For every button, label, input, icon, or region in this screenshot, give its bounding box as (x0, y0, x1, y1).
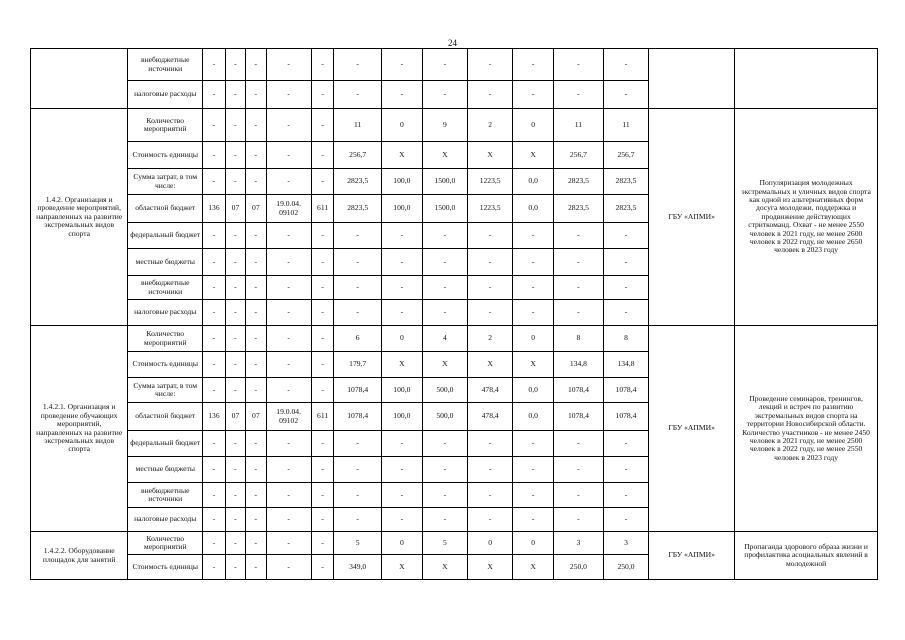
value-cell: - (603, 508, 648, 532)
expected-result-cell: Проведение семинаров, тренингов, лекций и встреч по развитию экстремальных видов спорта на территории Новосибирской области. Количество участников - не менее 2450 человек в 2021 году, не менее 2500 человек в 2022 году, не менее 2550 человек в 2023 году (735, 326, 878, 532)
indicator-label-cell: Сумма затрат, в том числе: (128, 378, 203, 403)
value-cell: - (381, 431, 422, 457)
budget-code-cell: - (311, 276, 334, 300)
executor-cell: ГБУ «АПМИ» (649, 109, 735, 326)
value-cell: - (468, 508, 513, 532)
value-cell: - (603, 223, 648, 249)
value-cell: 6 (334, 326, 382, 352)
value-cell: 349,0 (334, 555, 382, 580)
value-cell: 1500,0 (422, 195, 467, 223)
value-cell: - (334, 81, 382, 109)
value-cell: X (468, 352, 513, 378)
value-cell: 100,0 (381, 403, 422, 431)
value-cell: 0,0 (513, 378, 554, 403)
value-cell: 2823,5 (554, 195, 604, 223)
value-cell: - (513, 457, 554, 483)
value-cell: 9 (422, 109, 467, 142)
value-cell: - (554, 81, 604, 109)
value-cell: 478,4 (468, 403, 513, 431)
value-cell: - (468, 249, 513, 276)
indicator-label-cell: Количество мероприятий (128, 109, 203, 142)
value-cell: 1078,4 (334, 403, 382, 431)
value-cell: 2823,5 (603, 169, 648, 195)
budget-code-cell: 19.0.04. 09102 (266, 195, 311, 223)
budget-code-cell: - (203, 300, 226, 326)
indicator-label-cell: налоговые расходы (128, 300, 203, 326)
budget-code-cell: 07 (246, 403, 266, 431)
value-cell: 4 (422, 326, 467, 352)
value-cell: - (422, 223, 467, 249)
value-cell: 134,8 (603, 352, 648, 378)
value-cell: - (334, 300, 382, 326)
budget-code-cell: - (246, 169, 266, 195)
budget-code-cell: 136 (203, 403, 226, 431)
value-cell: 2 (468, 109, 513, 142)
budget-code-cell: - (203, 457, 226, 483)
value-cell: 500,0 (422, 378, 467, 403)
budget-code-cell: - (266, 81, 311, 109)
indicator-label-cell: областной бюджет (128, 195, 203, 223)
executor-cell (649, 49, 735, 109)
budget-code-cell: - (225, 508, 245, 532)
budget-code-cell: - (203, 249, 226, 276)
budget-code-cell: - (225, 249, 245, 276)
budget-code-cell: 611 (311, 195, 334, 223)
table-row (31, 532, 878, 555)
value-cell: - (334, 431, 382, 457)
value-cell: - (603, 49, 648, 81)
budget-code-cell: - (225, 142, 245, 169)
value-cell: 0,0 (513, 169, 554, 195)
budget-code-cell: - (246, 81, 266, 109)
indicator-label-cell: Стоимость единицы (128, 555, 203, 580)
budget-code-cell: 07 (225, 403, 245, 431)
value-cell: X (513, 352, 554, 378)
value-cell: - (422, 300, 467, 326)
value-cell: - (422, 276, 467, 300)
value-cell: 100,0 (381, 195, 422, 223)
value-cell: - (603, 300, 648, 326)
value-cell: 100,0 (381, 169, 422, 195)
budget-code-cell: - (311, 555, 334, 580)
executor-cell: ГБУ «АПМИ» (649, 326, 735, 532)
budget-code-cell: - (311, 169, 334, 195)
budget-code-cell: 07 (246, 195, 266, 223)
expected-result-cell: Популяризация молодежных экстремальных и уличных видов спорта как одной из альтернативных форм досуга молодежи, поддержка и продвижение действующих стриткоманд. Охват - не менее 2550 человек в 2021 году, не менее 2600 человек в 2022 году, не менее 2650 человек в 2023 году (735, 109, 878, 326)
value-cell: - (468, 431, 513, 457)
value-cell: - (513, 300, 554, 326)
value-cell: 0 (513, 326, 554, 352)
value-cell: X (422, 142, 467, 169)
value-cell: - (468, 483, 513, 508)
value-cell: - (334, 49, 382, 81)
budget-code-cell: - (203, 555, 226, 580)
value-cell: 478,4 (468, 378, 513, 403)
budget-code-cell: - (246, 109, 266, 142)
value-cell: - (513, 431, 554, 457)
value-cell: 134,8 (554, 352, 604, 378)
value-cell: - (422, 483, 467, 508)
value-cell: - (554, 457, 604, 483)
budget-code-cell: - (266, 457, 311, 483)
value-cell: - (381, 276, 422, 300)
value-cell: 0,0 (513, 195, 554, 223)
value-cell: - (381, 457, 422, 483)
value-cell: - (468, 276, 513, 300)
expected-result-cell: Пропаганда здорового образа жизни и профилактика асоциальных явлений в молодежной (735, 532, 878, 580)
value-cell: 0 (381, 532, 422, 555)
value-cell: - (468, 223, 513, 249)
budget-code-cell: - (246, 378, 266, 403)
value-cell: 1078,4 (603, 378, 648, 403)
budget-code-cell: - (266, 109, 311, 142)
value-cell: - (554, 431, 604, 457)
value-cell: - (554, 300, 604, 326)
value-cell: 1078,4 (334, 378, 382, 403)
value-cell: - (381, 249, 422, 276)
value-cell: - (513, 508, 554, 532)
indicator-label-cell: внебюджетные источники (128, 49, 203, 81)
value-cell: - (554, 276, 604, 300)
value-cell: - (422, 81, 467, 109)
budget-code-cell: - (311, 532, 334, 555)
indicator-label-cell: Сумма затрат, в том числе: (128, 169, 203, 195)
budget-code-cell: - (225, 49, 245, 81)
budget-code-cell: - (311, 431, 334, 457)
value-cell: 256,7 (334, 142, 382, 169)
budget-code-cell: - (203, 532, 226, 555)
budget-code-cell: - (311, 249, 334, 276)
value-cell: 3 (554, 532, 604, 555)
budget-code-cell: - (203, 142, 226, 169)
value-cell: 11 (334, 109, 382, 142)
budget-code-cell: - (266, 532, 311, 555)
budget-code-cell: - (225, 109, 245, 142)
value-cell: X (513, 555, 554, 580)
value-cell: - (381, 483, 422, 508)
value-cell: 11 (554, 109, 604, 142)
value-cell: X (422, 352, 467, 378)
value-cell: 0 (513, 532, 554, 555)
value-cell: - (334, 276, 382, 300)
value-cell: - (603, 457, 648, 483)
budget-code-cell: - (246, 223, 266, 249)
value-cell: - (334, 457, 382, 483)
value-cell: - (554, 508, 604, 532)
budget-code-cell: - (246, 249, 266, 276)
table-body (31, 49, 878, 580)
indicator-label-cell: местные бюджеты (128, 457, 203, 483)
budget-code-cell: - (225, 223, 245, 249)
value-cell: - (603, 81, 648, 109)
value-cell: - (603, 276, 648, 300)
budget-code-cell: - (311, 483, 334, 508)
value-cell: 8 (554, 326, 604, 352)
budget-code-cell: - (225, 378, 245, 403)
budget-code-cell: - (311, 352, 334, 378)
value-cell: 256,7 (554, 142, 604, 169)
value-cell: 1078,4 (554, 403, 604, 431)
budget-code-cell: 07 (225, 195, 245, 223)
value-cell: - (468, 300, 513, 326)
budget-code-cell: - (225, 532, 245, 555)
budget-code-cell: - (246, 300, 266, 326)
budget-code-cell: 136 (203, 195, 226, 223)
budget-code-cell: - (225, 457, 245, 483)
budget-code-cell: - (225, 169, 245, 195)
budget-code-cell: - (311, 109, 334, 142)
budget-code-cell: - (266, 276, 311, 300)
budget-code-cell: - (246, 483, 266, 508)
budget-code-cell: - (266, 378, 311, 403)
value-cell: - (422, 431, 467, 457)
budget-code-cell: - (266, 326, 311, 352)
value-cell: 250,0 (603, 555, 648, 580)
budget-code-cell: - (203, 352, 226, 378)
value-cell: - (381, 49, 422, 81)
budget-code-cell: - (225, 276, 245, 300)
indicator-label-cell: внебюджетные источники (128, 276, 203, 300)
program-table (30, 48, 878, 580)
budget-code-cell: - (266, 49, 311, 81)
budget-code-cell: - (246, 352, 266, 378)
budget-code-cell: - (311, 81, 334, 109)
table-row (31, 109, 878, 142)
budget-code-cell: - (246, 326, 266, 352)
value-cell: X (381, 555, 422, 580)
value-cell: X (468, 555, 513, 580)
indicator-label-cell: Количество мероприятий (128, 326, 203, 352)
value-cell: X (381, 142, 422, 169)
value-cell: X (513, 142, 554, 169)
budget-code-cell: - (266, 431, 311, 457)
budget-code-cell: - (225, 431, 245, 457)
value-cell: - (554, 249, 604, 276)
value-cell: 5 (422, 532, 467, 555)
value-cell: 3 (603, 532, 648, 555)
budget-code-cell: - (246, 532, 266, 555)
indicator-label-cell: внебюджетные источники (128, 483, 203, 508)
executor-cell: ГБУ «АПМИ» (649, 532, 735, 580)
indicator-label-cell: Количество мероприятий (128, 532, 203, 555)
budget-code-cell: - (203, 431, 226, 457)
budget-code-cell: - (266, 508, 311, 532)
budget-code-cell: - (311, 223, 334, 249)
budget-code-cell: - (225, 300, 245, 326)
value-cell: - (468, 457, 513, 483)
value-cell: 0 (381, 109, 422, 142)
budget-code-cell: - (203, 508, 226, 532)
value-cell: - (513, 49, 554, 81)
budget-code-cell: - (246, 555, 266, 580)
budget-code-cell: - (203, 326, 226, 352)
indicator-label-cell: Стоимость единицы (128, 352, 203, 378)
budget-code-cell: - (203, 276, 226, 300)
budget-code-cell: - (246, 431, 266, 457)
page-number: 24 (448, 38, 457, 48)
budget-code-cell: - (266, 483, 311, 508)
value-cell: 1078,4 (554, 378, 604, 403)
indicator-label-cell: местные бюджеты (128, 249, 203, 276)
value-cell: - (468, 81, 513, 109)
budget-code-cell: - (203, 109, 226, 142)
value-cell: 500,0 (422, 403, 467, 431)
value-cell: - (422, 249, 467, 276)
value-cell: 1078,4 (603, 403, 648, 431)
value-cell: - (554, 49, 604, 81)
value-cell: 1500,0 (422, 169, 467, 195)
budget-code-cell: - (246, 142, 266, 169)
value-cell: - (513, 81, 554, 109)
budget-code-cell: - (266, 142, 311, 169)
budget-code-cell: - (266, 249, 311, 276)
value-cell: 256,7 (603, 142, 648, 169)
budget-code-cell: - (203, 483, 226, 508)
value-cell: - (381, 508, 422, 532)
indicator-label-cell: федеральный бюджет (128, 431, 203, 457)
budget-code-cell: - (225, 555, 245, 580)
value-cell: - (334, 249, 382, 276)
budget-code-cell: - (311, 326, 334, 352)
value-cell: - (422, 508, 467, 532)
value-cell: - (334, 483, 382, 508)
budget-code-cell: - (266, 223, 311, 249)
value-cell: - (603, 249, 648, 276)
budget-code-cell: - (266, 555, 311, 580)
budget-code-cell: - (266, 300, 311, 326)
budget-code-cell: - (311, 300, 334, 326)
budget-code-cell: - (311, 49, 334, 81)
value-cell: - (381, 81, 422, 109)
value-cell: 2823,5 (603, 195, 648, 223)
value-cell: X (422, 555, 467, 580)
value-cell: 0 (381, 326, 422, 352)
budget-code-cell: - (225, 483, 245, 508)
value-cell: - (554, 483, 604, 508)
value-cell: - (468, 49, 513, 81)
value-cell: - (422, 49, 467, 81)
budget-code-cell: - (311, 508, 334, 532)
value-cell: - (334, 508, 382, 532)
value-cell: 250,0 (554, 555, 604, 580)
value-cell: - (513, 223, 554, 249)
value-cell: 100,0 (381, 378, 422, 403)
budget-code-cell: - (225, 326, 245, 352)
expected-result-cell (735, 49, 878, 109)
value-cell: 2 (468, 326, 513, 352)
value-cell: - (513, 249, 554, 276)
budget-code-cell: - (311, 457, 334, 483)
budget-code-cell: - (311, 142, 334, 169)
budget-code-cell: - (225, 352, 245, 378)
budget-code-cell: - (203, 81, 226, 109)
budget-code-cell: - (266, 169, 311, 195)
activity-name-cell: 1.4.2. Организация и проведение мероприятий, направленных на развитие экстремальных видов спорта (31, 109, 128, 326)
value-cell: - (381, 223, 422, 249)
indicator-label-cell: Стоимость единицы (128, 142, 203, 169)
indicator-label-cell: налоговые расходы (128, 81, 203, 109)
activity-name-cell: 1.4.2.2. Оборудование площадок для занятий (31, 532, 128, 580)
table-row (31, 49, 878, 81)
budget-code-cell: - (246, 508, 266, 532)
value-cell: X (468, 142, 513, 169)
indicator-label-cell: областной бюджет (128, 403, 203, 431)
value-cell: 1223,5 (468, 169, 513, 195)
value-cell: 0 (513, 109, 554, 142)
budget-code-cell: 611 (311, 403, 334, 431)
value-cell: - (554, 223, 604, 249)
value-cell: X (381, 352, 422, 378)
value-cell: 0 (468, 532, 513, 555)
value-cell: 8 (603, 326, 648, 352)
budget-code-cell: 19.0.04. 09102 (266, 403, 311, 431)
value-cell: 1223,5 (468, 195, 513, 223)
value-cell: - (513, 483, 554, 508)
budget-code-cell: - (311, 378, 334, 403)
budget-code-cell: - (246, 457, 266, 483)
value-cell: - (422, 457, 467, 483)
value-cell: 2823,5 (554, 169, 604, 195)
value-cell: 2823,5 (334, 195, 382, 223)
budget-code-cell: - (203, 378, 226, 403)
indicator-label-cell: налоговые расходы (128, 508, 203, 532)
activity-name-cell: 1.4.2.1. Организация и проведение обучающих мероприятий, направленных на развитие экстремальных видов спорта (31, 326, 128, 532)
value-cell: 11 (603, 109, 648, 142)
budget-code-cell: - (266, 352, 311, 378)
value-cell: - (603, 483, 648, 508)
value-cell: - (334, 223, 382, 249)
activity-name-cell (31, 49, 128, 109)
value-cell: 2823,5 (334, 169, 382, 195)
value-cell: - (603, 431, 648, 457)
budget-code-cell: - (225, 81, 245, 109)
budget-code-cell: - (203, 169, 226, 195)
value-cell: 5 (334, 532, 382, 555)
budget-code-cell: - (203, 49, 226, 81)
value-cell: 179,7 (334, 352, 382, 378)
value-cell: 0,0 (513, 403, 554, 431)
budget-code-cell: - (203, 223, 226, 249)
budget-code-cell: - (246, 276, 266, 300)
value-cell: - (513, 276, 554, 300)
value-cell: - (381, 300, 422, 326)
indicator-label-cell: федеральный бюджет (128, 223, 203, 249)
budget-code-cell: - (246, 49, 266, 81)
table-row (31, 326, 878, 352)
